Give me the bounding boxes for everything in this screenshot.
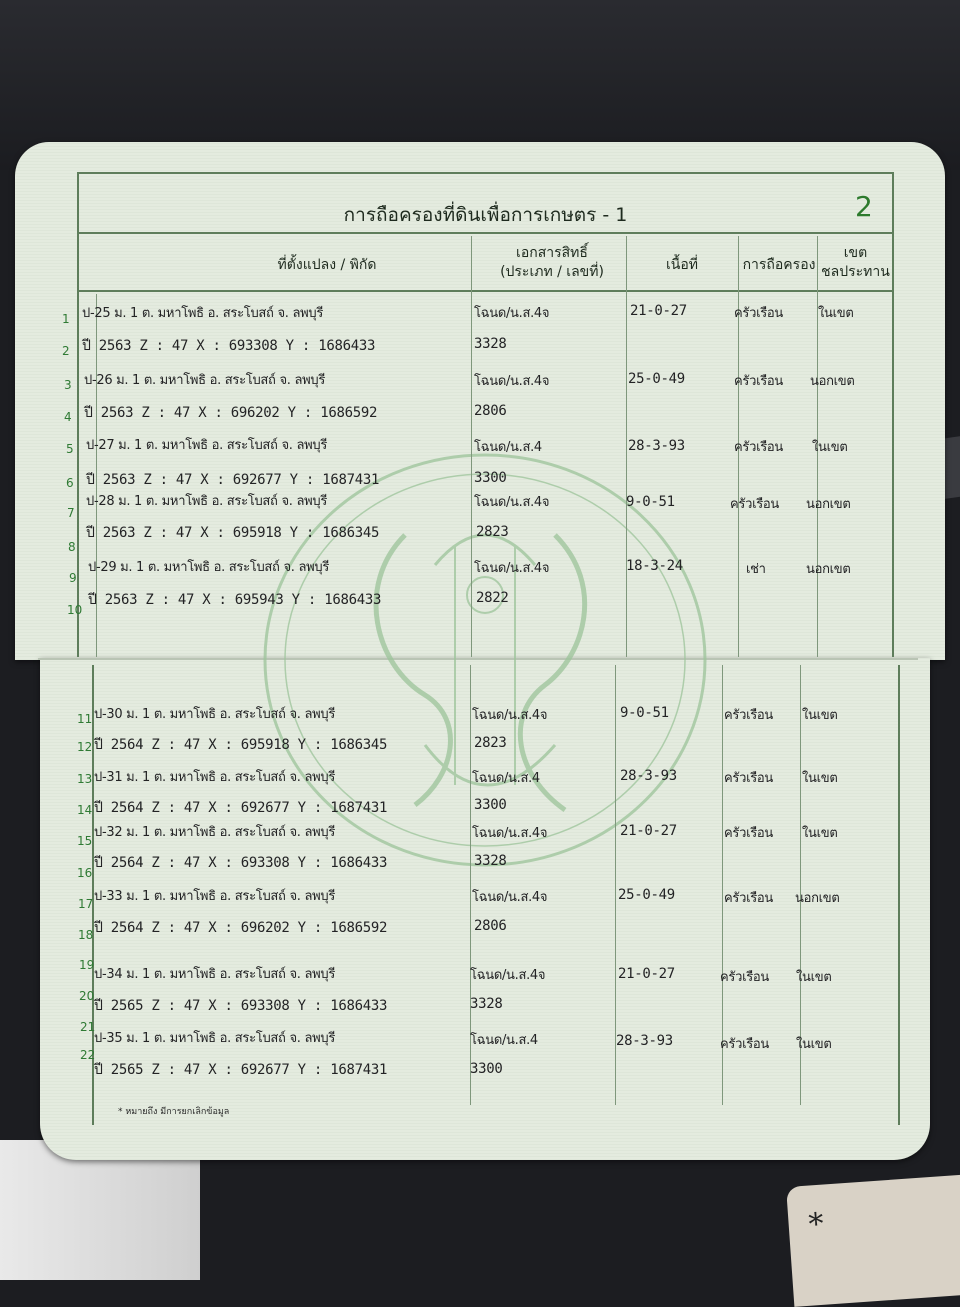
cell-coords: ปี 2564 Z : 47 X : 692677 Y : 1687431 [94,800,388,816]
row-number: 21 [80,1020,96,1034]
cell-doc-type: โฉนด/น.ส.4 [470,1033,538,1048]
header-doc-line2: (ประเภท / เลขที่) [500,264,604,280]
row-number: 9 [69,571,77,585]
cell-doc-no: 2806 [474,918,507,934]
cell-area: 9-0-51 [620,705,669,721]
cell-doc-no: 3328 [474,336,507,352]
cell-doc-no: 3300 [474,470,507,486]
row-number: 2 [62,344,70,358]
document-title: การถือครองที่ดินเพื่อการเกษตร - 1 [343,204,628,226]
cell-doc-type: โฉนด/น.ส.4จ [474,374,550,389]
cell-tenure: ครัวเรือน [734,374,783,389]
row-number: 7 [67,506,75,520]
cell-zone: ในเขต [818,306,854,321]
cell-doc-type: โฉนด/น.ส.4จ [474,306,550,321]
cell-tenure: ครัวเรือน [724,891,773,906]
cell-location: ป-25 ม. 1 ต. มหาโพธิ อ. สระโบสถ์ จ. ลพบุรี [82,306,324,321]
row-number: 5 [66,442,74,456]
cell-doc-type: โฉนด/น.ส.4จ [474,561,550,576]
cell-location: ป-28 ม. 1 ต. มหาโพธิ อ. สระโบสถ์ จ. ลพบุรี [86,494,328,509]
cell-tenure: ครัวเรือน [724,826,773,841]
cell-area: 25-0-49 [618,887,675,903]
cell-tenure: ครัวเรือน [724,708,773,723]
divider-area [626,236,627,657]
cell-doc-type: โฉนด/น.ส.4จ [472,890,548,905]
row-number: 15 [77,834,93,848]
row-number: 3 [64,378,72,392]
cell-location: ป-30 ม. 1 ต. มหาโพธิ อ. สระโบสถ์ จ. ลพบุรี [94,707,336,722]
cell-coords: ปี 2563 Z : 47 X : 695943 Y : 1686433 [88,592,382,608]
cell-tenure: ครัวเรือน [720,970,769,985]
header-doc-line1: เอกสารสิทธิ์ [516,245,588,261]
title-row [77,172,894,234]
cell-location: ป-33 ม. 1 ต. มหาโพธิ อ. สระโบสถ์ จ. ลพบุรี [94,889,336,904]
cell-doc-type: โฉนด/น.ส.4 [474,440,542,455]
cell-area: 9-0-51 [626,494,675,510]
cell-area: 18-3-24 [626,558,683,574]
cell-zone: ในเขต [802,771,838,786]
cell-location: ป-32 ม. 1 ต. มหาโพธิ อ. สระโบสถ์ จ. ลพบุรี [94,825,336,840]
cell-tenure: ครัวเรือน [730,497,779,512]
cell-tenure: ครัวเรือน [734,306,783,321]
cell-tenure: ครัวเรือน [720,1037,769,1052]
cell-zone: ในเขต [796,1037,832,1052]
cell-zone: นอกเขต [795,891,840,906]
cell-zone: นอกเขต [810,374,855,389]
cell-doc-no: 2806 [474,403,507,419]
cell-doc-no: 3300 [470,1061,503,1077]
cell-location: ป-34 ม. 1 ต. มหาโพธิ อ. สระโบสถ์ จ. ลพบุรี [94,967,336,982]
divider-doc [471,236,472,657]
cell-area: 28-3-93 [616,1033,673,1049]
cell-tenure: ครัวเรือน [724,771,773,786]
cell-area: 28-3-93 [628,438,685,454]
row-number: 18 [78,928,94,942]
header-location: ที่ตั้งแปลง / พิกัด [277,257,377,273]
cell-doc-type: โฉนด/น.ส.4จ [470,968,546,983]
cell-doc-type: โฉนด/น.ส.4 [472,771,540,786]
cell-coords: ปี 2563 Z : 47 X : 696202 Y : 1686592 [84,405,378,421]
cell-doc-no: 3300 [474,797,507,813]
cell-zone: ในเขต [796,970,832,985]
row-number: 10 [67,603,83,617]
cell-coords: ปี 2564 Z : 47 X : 695918 Y : 1686345 [94,737,388,753]
footnote: * หมายถึง มีการยกเลิกข้อมูล [118,1107,230,1117]
cell-coords: ปี 2563 Z : 47 X : 695918 Y : 1686345 [86,525,380,541]
cell-coords: ปี 2565 Z : 47 X : 692677 Y : 1687431 [94,1062,388,1078]
row-number: 19 [79,958,95,972]
row-number: 13 [77,772,93,786]
cell-doc-no: 2822 [476,590,509,606]
cell-doc-no: 2823 [474,735,507,751]
header-zone-line1: เขต [843,245,868,261]
cell-doc-type: โฉนด/น.ส.4จ [472,708,548,723]
row-number: 11 [77,712,93,726]
cell-coords: ปี 2564 Z : 47 X : 693308 Y : 1686433 [94,855,388,871]
cell-area: 21-0-27 [620,823,677,839]
cell-location: ป-35 ม. 1 ต. มหาโพธิ อ. สระโบสถ์ จ. ลพบุรี [94,1031,336,1046]
row-number: 22 [80,1048,96,1062]
cell-zone: ในเขต [812,440,848,455]
row-number: 20 [79,989,95,1003]
cell-coords: ปี 2565 Z : 47 X : 693308 Y : 1686433 [94,998,388,1014]
cell-coords: ปี 2563 Z : 47 X : 693308 Y : 1686433 [82,338,376,354]
cell-doc-no: 3328 [470,996,503,1012]
row-number: 1 [62,312,70,326]
cell-doc-no: 3328 [474,853,507,869]
cell-zone: ในเขต [802,826,838,841]
row-number: 17 [78,897,94,911]
cell-coords: ปี 2563 Z : 47 X : 692677 Y : 1687431 [86,472,380,488]
row-number: 14 [77,803,93,817]
cell-tenure: ครัวเรือน [734,440,783,455]
cell-location: ป-29 ม. 1 ต. มหาโพธิ อ. สระโบสถ์ จ. ลพบุรี [88,560,330,575]
floor-tile [0,1140,200,1280]
cell-zone: ในเขต [802,708,838,723]
cell-doc-type: โฉนด/น.ส.4จ [472,826,548,841]
row-number: 8 [68,540,76,554]
cell-location: ป-27 ม. 1 ต. มหาโพธิ อ. สระโบสถ์ จ. ลพบุรี [86,438,328,453]
cell-coords: ปี 2564 Z : 47 X : 696202 Y : 1686592 [94,920,388,936]
column-header-row [77,234,894,292]
row-number: 12 [77,740,93,754]
cell-area: 28-3-93 [620,768,677,784]
header-area: เนื้อที่ [666,257,698,273]
cell-location: ป-31 ม. 1 ต. มหาโพธิ อ. สระโบสถ์ จ. ลพบุรี [94,770,336,785]
row-number: 16 [77,866,93,880]
page-number: 2 [855,190,873,223]
row-number: 4 [64,410,72,424]
cell-location: ป-26 ม. 1 ต. มหาโพธิ อ. สระโบสถ์ จ. ลพบุรี [84,373,326,388]
cell-area: 21-0-27 [618,966,675,982]
row-number: 6 [66,476,74,490]
header-tenure: การถือครอง [742,257,816,273]
cell-zone: นอกเขต [806,497,851,512]
header-zone-line2: ชลประทาน [821,264,890,280]
cell-area: 21-0-27 [630,303,687,319]
cell-area: 25-0-49 [628,371,685,387]
cell-doc-type: โฉนด/น.ส.4จ [474,495,550,510]
handwritten-tag: * [786,1173,960,1307]
cell-doc-no: 2823 [476,524,509,540]
cell-tenure: เช่า [746,562,766,577]
cell-zone: นอกเขต [806,562,851,577]
page-fold [38,658,918,660]
